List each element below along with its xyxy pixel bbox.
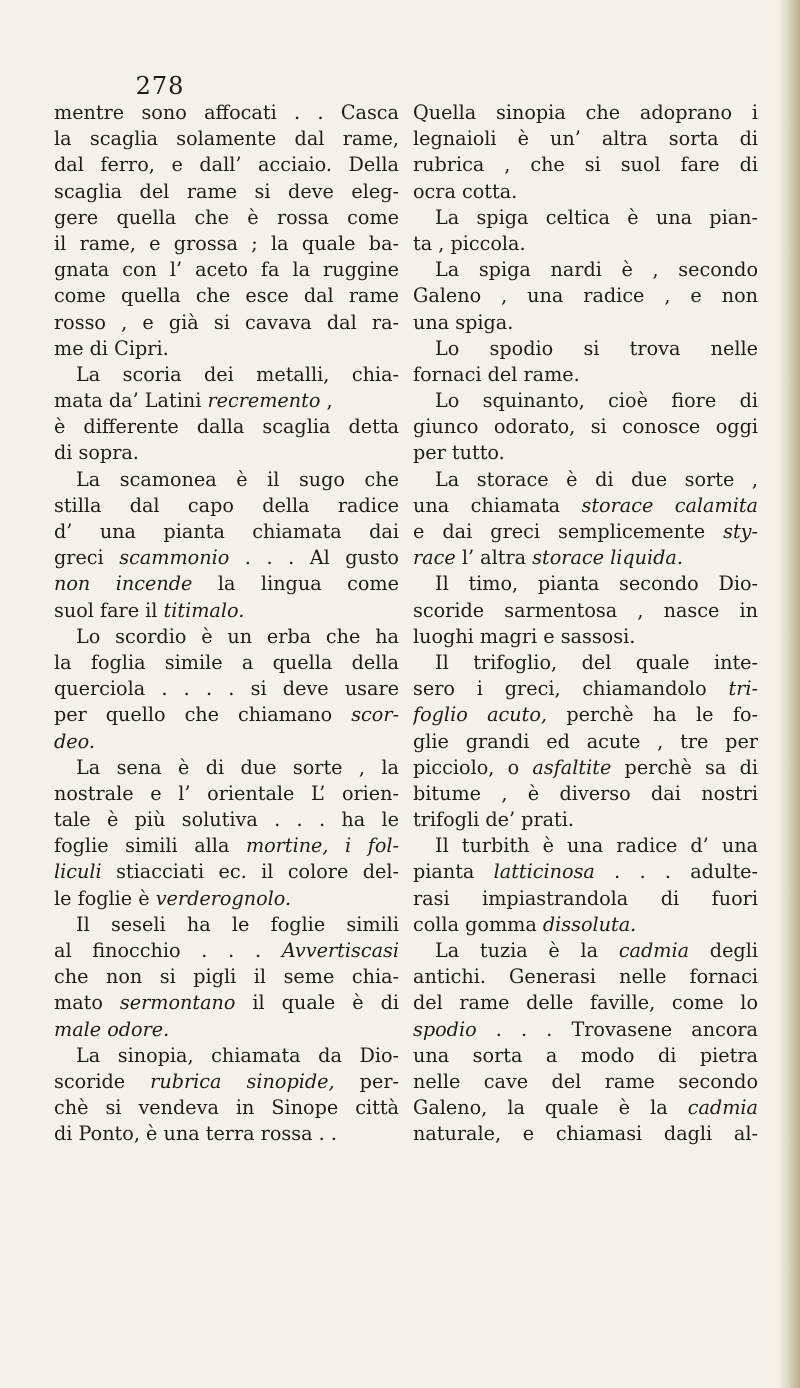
text-segment: . . . Al gusto — [229, 546, 399, 570]
text-segment: luoghi magri e sassosi. — [413, 624, 636, 648]
italic-term: verderognolo. — [155, 886, 292, 910]
text-segment: La spiga nardi è , secondo — [435, 258, 758, 282]
text-line — [54, 519, 399, 545]
text-segment: è differente dalla scaglia detta — [54, 415, 399, 439]
text-line — [54, 467, 399, 493]
text-line — [413, 729, 758, 755]
text-segment: del rame delle faville, come lo — [413, 991, 758, 1015]
italic-term: liculi — [54, 860, 102, 884]
italic-term: deo. — [54, 729, 95, 753]
text-segment: le foglie è — [54, 886, 156, 910]
text-line — [54, 702, 399, 728]
text-line — [54, 126, 399, 152]
text-line — [413, 1017, 758, 1043]
text-segment: ta , piccola. — [413, 231, 526, 255]
text-line — [413, 1095, 758, 1121]
text-segment: foglie simili alla — [54, 834, 246, 858]
text-segment: che non si pigli il seme chia- — [54, 965, 399, 989]
text-segment: tale è più solutiva . . . ha le — [54, 808, 399, 832]
text-line — [413, 990, 758, 1016]
text-segment: La sinopia, chiamata da Dio- — [76, 1043, 399, 1067]
text-line — [413, 336, 758, 362]
text-segment: La scoria dei metalli, chia- — [76, 362, 399, 386]
text-segment: rubrica , che si suol fare di — [413, 153, 758, 177]
text-line — [54, 1121, 399, 1147]
italic-term: asfaltite — [532, 755, 612, 779]
text-line — [413, 833, 758, 859]
italic-term: sermontano — [119, 991, 236, 1015]
text-line — [54, 283, 399, 309]
text-segment: Lo squinanto, cioè fiore di — [435, 389, 758, 413]
text-segment: fornaci del rame. — [413, 362, 580, 386]
text-line — [54, 1043, 399, 1069]
text-segment: rasi impiastrandola di fuori — [413, 886, 758, 910]
text-line — [413, 702, 758, 728]
text-segment: Galeno, la quale è la — [413, 1096, 688, 1120]
text-line — [413, 310, 758, 336]
text-line — [54, 362, 399, 388]
text-line — [54, 1017, 399, 1043]
italic-term: titimalo. — [163, 598, 245, 622]
italic-term: recremento — [207, 389, 321, 413]
text-line — [54, 388, 399, 414]
text-segment: suol fare il — [54, 598, 164, 622]
text-segment: il rame, e grossa ; la quale ba- — [54, 231, 399, 255]
text-line — [413, 231, 758, 257]
text-segment: di sopra. — [54, 441, 139, 465]
text-segment: gnata con l’ aceto fa la ruggine — [54, 258, 399, 282]
text-segment: pianta — [413, 860, 494, 884]
text-segment: nelle cave del rame secondo — [413, 1069, 758, 1093]
text-segment: nostrale e l’ orientale L’ orien- — [54, 781, 399, 805]
text-segment: rosso , e già si cavava dal ra- — [54, 310, 399, 334]
text-segment: . . . Trovasene ancora — [476, 1017, 758, 1041]
text-line — [413, 283, 758, 309]
text-segment: Lo scordio è un erba che ha — [76, 624, 399, 648]
text-segment: la lingua come — [192, 572, 399, 596]
text-segment: dal ferro, e dall’ acciaio. Della — [54, 153, 399, 177]
text-segment: stilla dal capo della radice — [54, 493, 399, 517]
text-segment: degli — [689, 939, 758, 962]
text-line — [54, 598, 399, 624]
text-line — [413, 598, 758, 624]
text-line — [413, 650, 758, 676]
text-segment: stiacciati ec. il colore del- — [101, 860, 399, 884]
text-line — [413, 362, 758, 388]
italic-term: mortine, i fol- — [245, 834, 399, 858]
right-column — [413, 100, 758, 1148]
text-line — [413, 859, 758, 885]
text-line — [413, 964, 758, 990]
text-segment: al finocchio . . . — [54, 939, 282, 962]
text-line — [54, 886, 399, 912]
text-segment: La storace è di due sorte , — [435, 467, 758, 491]
text-segment: giunco odorato, si conosce oggi — [413, 415, 758, 439]
text-segment: Galeno , una radice , e non — [413, 284, 758, 308]
text-line — [413, 126, 758, 152]
text-line — [413, 467, 758, 493]
text-line — [413, 886, 758, 912]
text-line — [413, 755, 758, 781]
page-number: 278 — [135, 72, 185, 100]
text-segment: La sena è di due sorte , la — [76, 755, 399, 779]
text-segment: scaglia del rame si deve eleg- — [54, 179, 399, 203]
text-line — [54, 729, 399, 755]
text-segment: Il turbith è una radice d’ una — [435, 834, 758, 858]
text-segment: chè si vendeva in Sinope città — [54, 1096, 399, 1120]
text-segment: come quella che esce dal rame — [54, 284, 399, 308]
text-segment: me di Cipri. — [54, 336, 169, 360]
text-segment: ocra cotta. — [413, 179, 518, 203]
text-segment: , — [320, 389, 333, 413]
italic-term: non incende — [54, 572, 193, 596]
text-line — [413, 545, 758, 571]
text-line — [413, 388, 758, 414]
text-segment: La tuzia è la — [435, 939, 619, 962]
text-segment: Il timo, pianta secondo Dio- — [435, 572, 758, 596]
text-segment: perchè sa di — [611, 755, 758, 779]
text-line — [413, 571, 758, 597]
text-segment: bitume , è diverso dai nostri — [413, 781, 758, 805]
italic-term: storace liquida. — [532, 546, 683, 570]
text-line — [54, 650, 399, 676]
text-line — [413, 781, 758, 807]
text-line — [413, 1043, 758, 1069]
text-line — [413, 938, 758, 964]
text-line — [54, 257, 399, 283]
text-line — [54, 676, 399, 702]
text-segment: naturale, e chiamasi dagli al- — [413, 1122, 758, 1146]
text-segment: mato — [54, 991, 120, 1015]
text-segment: la scaglia solamente dal rame, — [54, 127, 399, 151]
text-segment: di Ponto, è una terra rossa . . — [54, 1122, 337, 1146]
text-line — [54, 310, 399, 336]
text-segment: il quale è di — [235, 991, 399, 1015]
italic-term: cadmia — [618, 939, 690, 962]
text-segment: picciolo, o — [413, 755, 533, 779]
text-line — [413, 414, 758, 440]
text-line — [413, 624, 758, 650]
text-segment: d’ una pianta chiamata dai — [54, 520, 399, 543]
text-segment: antichi. Generasi nelle fornaci — [413, 965, 758, 989]
text-line — [54, 336, 399, 362]
text-segment: La scamonea è il sugo che — [76, 467, 399, 491]
text-line — [54, 179, 399, 205]
text-line — [54, 781, 399, 807]
text-segment: per tutto. — [413, 441, 505, 465]
text-line — [54, 938, 399, 964]
text-segment: per quello che chiamano — [54, 703, 352, 727]
italic-term: Avvertiscasi — [281, 939, 399, 962]
text-line — [54, 205, 399, 231]
text-line — [54, 571, 399, 597]
italic-term: scor- — [351, 703, 399, 727]
text-line — [413, 152, 758, 178]
text-segment: perchè ha le fo- — [547, 703, 758, 727]
text-segment: Il seseli ha le foglie simili — [76, 912, 399, 936]
text-segment: querciola . . . . si deve usare — [54, 677, 399, 701]
text-segment: La spiga celtica è una pian- — [435, 205, 758, 229]
text-segment: mentre sono affocati . . Casca — [54, 101, 399, 124]
text-line — [54, 990, 399, 1016]
text-line — [54, 833, 399, 859]
italic-term: race — [413, 546, 456, 570]
text-line — [54, 1069, 399, 1095]
italic-term: scammonio — [119, 546, 230, 570]
text-line — [413, 1069, 758, 1095]
italic-term: storace calamita — [581, 493, 758, 517]
text-line — [413, 440, 758, 466]
text-segment: e dai greci semplicemente — [413, 520, 724, 543]
text-line — [54, 1095, 399, 1121]
text-line — [413, 100, 758, 126]
text-segment: la foglia simile a quella della — [54, 650, 399, 674]
text-line — [54, 152, 399, 178]
left-column — [54, 100, 399, 1148]
text-line — [413, 676, 758, 702]
text-segment: legnaioli è un’ altra sorta di — [413, 127, 758, 151]
text-line — [54, 100, 399, 126]
text-segment: trifogli de’ prati. — [413, 808, 575, 832]
text-segment: Il trifoglio, del quale inte- — [435, 650, 758, 674]
italic-term: dissoluta. — [542, 912, 637, 936]
text-line — [54, 414, 399, 440]
text-segment: mata da’ Latini — [54, 389, 208, 413]
text-line — [54, 545, 399, 571]
italic-term: tri- — [728, 677, 758, 701]
italic-term: spodio — [413, 1017, 477, 1041]
text-line — [54, 859, 399, 885]
text-line — [54, 755, 399, 781]
text-segment: . . . adulte- — [594, 860, 758, 884]
text-segment: colla gomma — [413, 912, 543, 936]
text-line — [54, 493, 399, 519]
text-line — [413, 205, 758, 231]
text-line — [413, 493, 758, 519]
text-segment: sero i greci, chiamandolo — [413, 677, 729, 701]
text-line — [413, 912, 758, 938]
text-line — [413, 807, 758, 833]
text-segment: per- — [334, 1069, 399, 1093]
text-segment: glie grandi ed acute , tre per — [413, 729, 758, 753]
text-line — [54, 807, 399, 833]
text-segment: una chiamata — [413, 493, 582, 517]
text-segment: una sorta a modo di pietra — [413, 1043, 758, 1067]
text-line — [413, 257, 758, 283]
text-segment: una spiga. — [413, 310, 514, 334]
page-edge — [778, 0, 800, 1388]
text-line — [54, 624, 399, 650]
text-segment: l’ altra — [455, 546, 533, 570]
text-line — [54, 440, 399, 466]
text-line — [54, 912, 399, 938]
text-segment: greci — [54, 546, 120, 570]
italic-term: sty- — [723, 520, 758, 543]
italic-term: cadmia — [687, 1096, 758, 1120]
italic-term: male odore. — [54, 1017, 170, 1041]
italic-term: foglio acuto, — [413, 703, 547, 727]
text-segment: scoride sarmentosa , nasce in — [413, 598, 758, 622]
text-line — [413, 1121, 758, 1147]
text-line — [413, 179, 758, 205]
text-line — [54, 231, 399, 257]
italic-term: latticinosa — [493, 860, 595, 884]
text-line — [54, 964, 399, 990]
text-segment: gere quella che è rossa come — [54, 205, 399, 229]
text-segment: scoride — [54, 1069, 151, 1093]
text-segment: Quella sinopia che adoprano i — [413, 101, 758, 124]
italic-term: rubrica sinopide, — [150, 1069, 335, 1093]
text-segment: Lo spodio si trova nelle — [435, 336, 758, 360]
text-line — [413, 519, 758, 545]
